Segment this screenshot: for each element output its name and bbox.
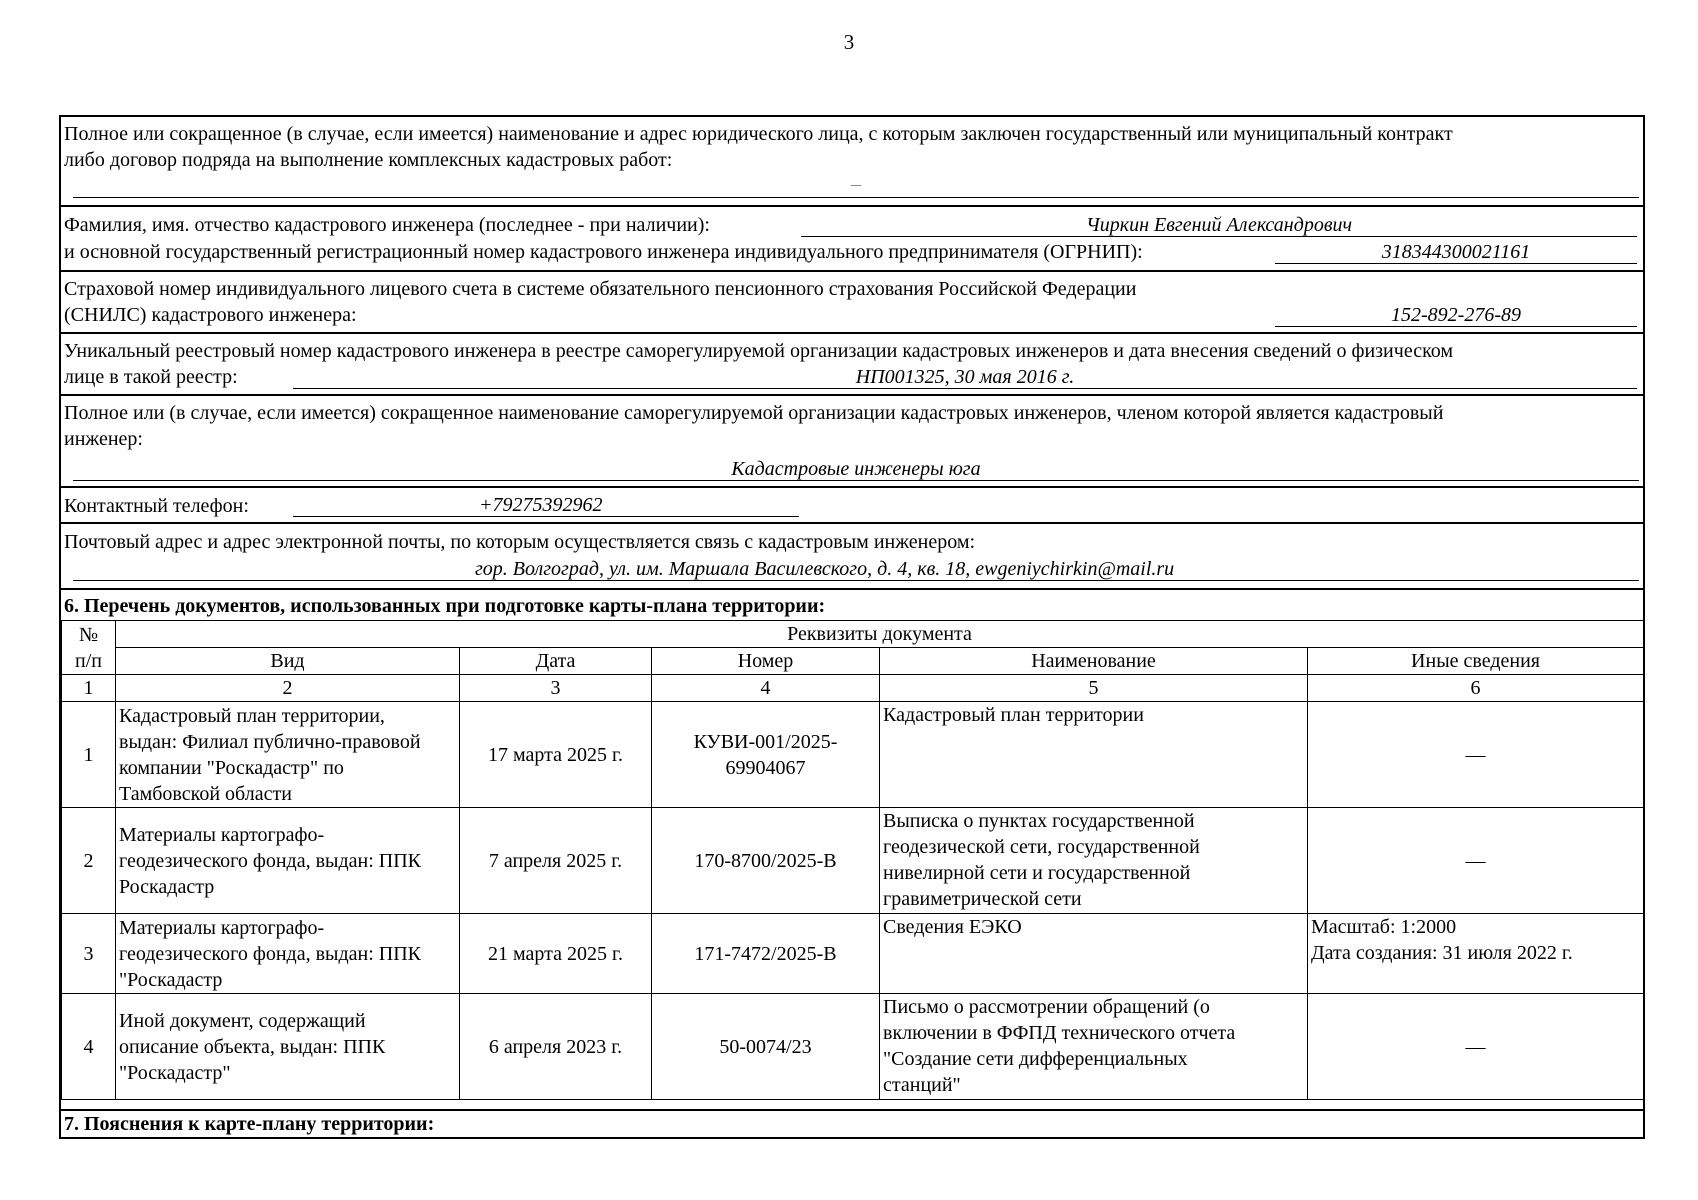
cell-line: 50-0074/23	[719, 1035, 812, 1058]
contract-label-line1: Полное или сокращенное (в случае, если имеется) наименование и адрес юридического лица, с которым заключен государственный или муниципальный контракт	[64, 123, 1453, 145]
snils-label-line2: (СНИЛС) кадастрового инженера:	[64, 304, 357, 326]
cell-line: "Роскадастр"	[119, 1061, 231, 1084]
table-row	[62, 808, 1644, 914]
header-kind: Вид	[116, 648, 460, 675]
column-number: 1	[62, 675, 116, 702]
row-num: 1	[62, 702, 116, 808]
row-date: 21 марта 2025 г.	[460, 914, 652, 994]
sro-section	[61, 396, 1643, 488]
section7-bar	[61, 1109, 1643, 1139]
row-kind	[116, 808, 460, 914]
header-num-line2: п/п	[75, 649, 102, 672]
cell-line: геодезического фонда, выдан: ППК	[119, 849, 421, 872]
cell-line: Тамбовской области	[119, 782, 292, 805]
header-group: Реквизиты документа	[116, 621, 1644, 648]
contract-label-line2: либо договор подряда на выполнение комплексных кадастровых работ:	[64, 149, 673, 171]
cell-line: Письмо о рассмотрении обращений (о	[883, 996, 1210, 1018]
row-name	[880, 702, 1308, 808]
ogrnip-underline	[1275, 263, 1637, 264]
engineer-name-label: Фамилия, имя. отчество кадастрового инженера (последнее - при наличии):	[64, 214, 710, 236]
cell-line: Материалы картографо-	[119, 916, 325, 939]
snils-label-line1: Страховой номер индивидуального лицевого счета в системе обязательного пенсионного страхования Российской Федерации	[64, 278, 1137, 300]
sro-underline	[73, 480, 1639, 481]
row-date: 17 марта 2025 г.	[460, 702, 652, 808]
row-other	[1308, 994, 1644, 1100]
page-number: 3	[843, 30, 855, 54]
row-num: 4	[62, 994, 116, 1100]
document-frame	[59, 115, 1645, 1139]
row-other	[1308, 914, 1644, 994]
table-row	[62, 914, 1644, 994]
column-number: 4	[652, 675, 880, 702]
sro-value: Кадастровые инженеры юга	[731, 458, 981, 480]
row-name	[880, 808, 1308, 914]
row-name	[880, 914, 1308, 994]
snils-underline	[1275, 326, 1637, 327]
row-other	[1308, 808, 1644, 914]
postal-section	[61, 524, 1643, 590]
header-num	[62, 621, 116, 675]
cell-line: —	[1465, 743, 1486, 766]
postal-underline	[73, 580, 1639, 581]
phone-section	[61, 488, 1643, 524]
row-number	[652, 994, 880, 1100]
cell-line: нивелирной сети и государственной	[883, 862, 1191, 884]
row-date: 7 апреля 2025 г.	[460, 808, 652, 914]
header-number: Номер	[652, 648, 880, 675]
table-row	[62, 702, 1644, 808]
postal-value: гор. Волгоград, ул. им. Маршала Василевского, д. 4, кв. 18, ewgeniychirkin@mail.ru	[475, 558, 1175, 580]
registry-underline	[293, 388, 1637, 389]
postal-label: Почтовый адрес и адрес электронной почты, по которым осуществляется связь с кадастровым инженером:	[64, 531, 976, 553]
row-number	[652, 914, 880, 994]
cell-line: 69904067	[725, 756, 806, 779]
row-num: 2	[62, 808, 116, 914]
cell-line: 170-8700/2025-В	[694, 849, 837, 872]
cell-line: "Роскадастр	[119, 968, 223, 991]
section7-title: 7. Пояснения к карте-плану территории:	[64, 1113, 435, 1135]
row-number	[652, 702, 880, 808]
cell-line: "Создание сети дифференциальных	[883, 1048, 1188, 1070]
cell-line: описание объекта, выдан: ППК	[119, 1035, 386, 1058]
column-number: 5	[880, 675, 1308, 702]
registry-label-line1: Уникальный реестровый номер кадастрового инженера в реестре саморегулируемой организации кадастровых инженеров и дата внесения сведений о физическом	[64, 340, 1454, 362]
ogrnip-label: и основной государственный регистрационный номер кадастрового инженера индивидуального предпринимателя (ОГРНИП):	[64, 241, 1143, 263]
ogrnip-value: 318344300021161	[1381, 241, 1531, 263]
cell-line: Дата создания: 31 июля 2022 г.	[1311, 942, 1573, 964]
cell-line: компании "Роскадастр" по	[119, 756, 344, 779]
registry-section	[61, 334, 1643, 396]
contract-section	[61, 117, 1643, 207]
contract-underline	[73, 197, 1639, 198]
phone-underline	[293, 516, 799, 517]
column-number: 3	[460, 675, 652, 702]
registry-value: НП001325, 30 мая 2016 г.	[855, 366, 1075, 388]
row-kind	[116, 914, 460, 994]
section6-title: 6. Перечень документов, использованных при подготовке карты-плана территории:	[64, 595, 826, 617]
registry-label-line2: лице в такой реестр:	[64, 366, 238, 388]
cell-line: Кадастровый план территории,	[119, 704, 385, 727]
engineer-section	[61, 207, 1643, 272]
cell-line: станций"	[883, 1074, 961, 1096]
cell-line: гравиметрической сети	[883, 888, 1082, 910]
snils-section	[61, 272, 1643, 334]
cell-line: —	[1465, 849, 1486, 872]
row-kind	[116, 702, 460, 808]
row-name	[880, 994, 1308, 1100]
cell-line: Иной документ, содержащий	[119, 1009, 366, 1032]
sro-label-line1: Полное или (в случае, если имеется) сокращенное наименование саморегулируемой организации кадастровых инженеров, членом которой является кадастровый	[64, 402, 1444, 424]
engineer-name-value: Чиркин Евгений Александрович	[1085, 214, 1353, 236]
table-row	[62, 994, 1644, 1100]
cell-line: 171-7472/2025-В	[694, 942, 837, 965]
cell-line: геодезической сети, государственной	[883, 836, 1200, 858]
header-date: Дата	[460, 648, 652, 675]
sro-label-line2: инженер:	[64, 428, 143, 450]
cell-line: Материалы картографо-	[119, 823, 325, 846]
cell-line: Выписка о пунктах государственной	[883, 810, 1195, 832]
cell-line: Масштаб: 1:2000	[1311, 916, 1457, 938]
column-number: 6	[1308, 675, 1644, 702]
header-num-line1: №	[78, 623, 99, 646]
cell-line: Сведения ЕЭКО	[883, 916, 1022, 938]
cell-line: геодезического фонда, выдан: ППК	[119, 942, 421, 965]
column-number: 2	[116, 675, 460, 702]
cell-line: КУВИ-001/2025-	[693, 730, 838, 753]
snils-value: 152-892-276-89	[1391, 304, 1521, 326]
documents-table	[61, 620, 1644, 1100]
cell-line: Кадастровый план территории	[883, 704, 1144, 726]
phone-label: Контактный телефон:	[64, 495, 249, 517]
engineer-name-underline	[801, 236, 1637, 237]
cell-line: выдан: Филиал публично-правовой	[119, 730, 421, 753]
row-date: 6 апреля 2023 г.	[460, 994, 652, 1100]
cell-line: включении в ФФПД технического отчета	[883, 1022, 1236, 1044]
row-kind	[116, 994, 460, 1100]
cell-line: Роскадастр	[119, 875, 215, 898]
contract-value: –	[851, 173, 861, 195]
row-other	[1308, 702, 1644, 808]
header-other: Иные сведения	[1308, 648, 1644, 675]
row-number	[652, 808, 880, 914]
cell-line: —	[1465, 1035, 1486, 1058]
row-num: 3	[62, 914, 116, 994]
header-name: Наименование	[880, 648, 1308, 675]
phone-value: +79275392962	[479, 494, 603, 516]
